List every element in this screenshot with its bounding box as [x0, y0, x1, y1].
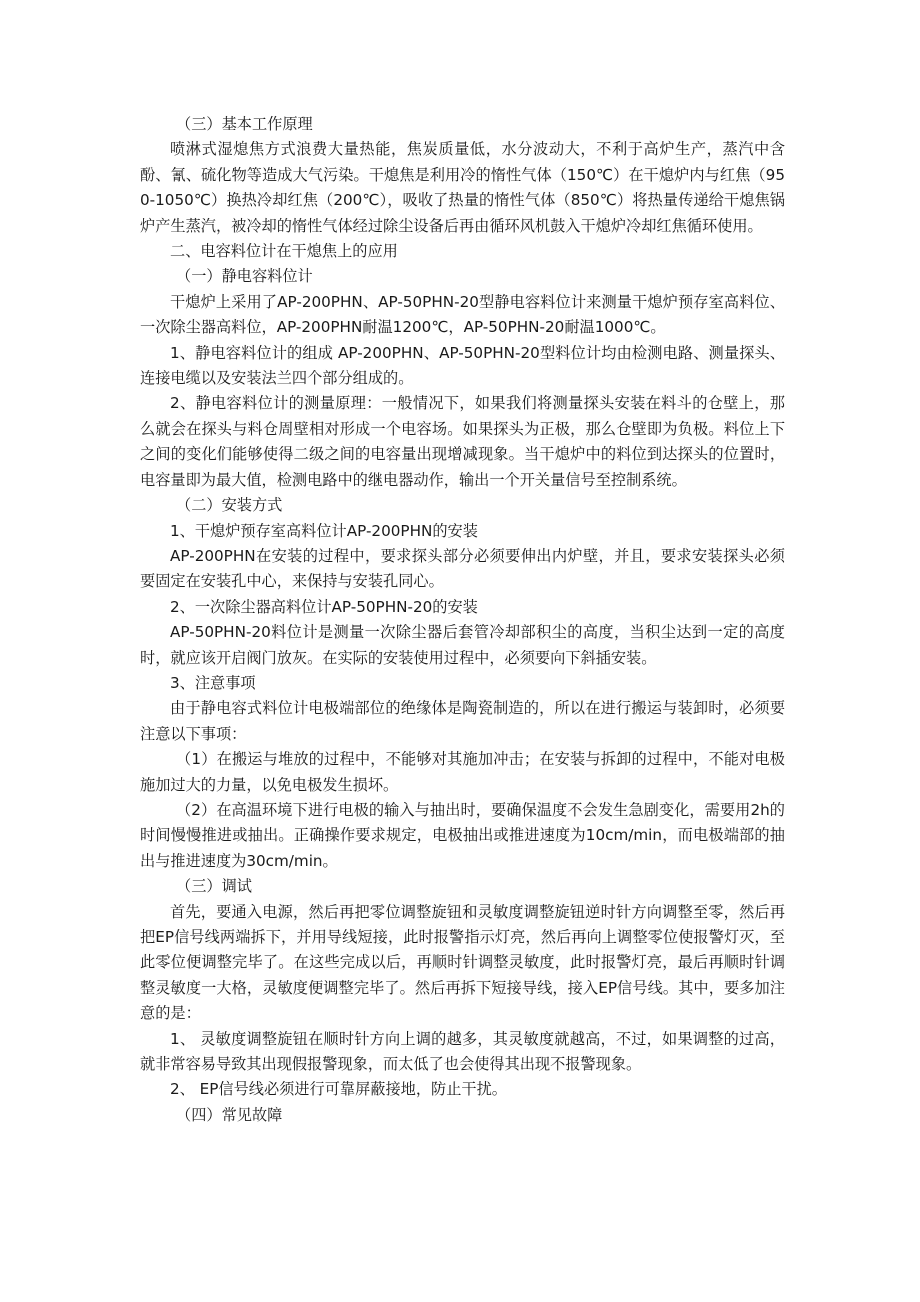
document-body: [140, 112, 785, 1128]
paragraph-meter-models: 干熄炉上采用了AP-200PHN、AP-50PHN-20型静电容料位计来测量干熄炉预存室高料位、一次除尘器高料位，AP-200PHN耐温1200℃，AP-50PHN-20耐温1000℃。: [140, 292, 785, 337]
paragraph-principle: 喷淋式湿熄焦方式浪费大量热能，焦炭质量低，水分波动大，不利于高炉生产，蒸汽中含酚、氰、硫化物等造成大气污染。干熄焦是利用冷的惰性气体（150℃）在干熄炉内与红焦（950-1050℃）换热冷却红焦（200℃），吸收了热量的惰性气体（850℃）将热量传递给干熄焦锅炉产生蒸汽，被冷却的惰性气体经过除尘设备后再由循环风机鼓入干熄炉冷却红焦循环使用。: [140, 140, 785, 235]
list-item-debug-note-1: 1、 灵敏度调整旋钮在顺时针方向上调的越多，其灵敏度就越高，不过，如果调整的过高，就非常容易导致其出现假报警现象，而太低了也会使得其出现不报警现象。: [140, 1029, 785, 1074]
section-heading-installation: （二）安装方式: [176, 496, 283, 515]
list-item-debug-note-2: 2、 EP信号线必须进行可靠屏蔽接地，防止干扰。: [170, 1080, 507, 1099]
subheading-install-ap50: 2、一次除尘器高料位计AP-50PHN-20的安装: [170, 597, 478, 616]
chapter-heading-application: 二、电容料位计在干熄焦上的应用: [170, 242, 398, 261]
subheading-precautions: 3、注意事项: [170, 673, 256, 692]
section-heading-debugging: （三）调试: [176, 877, 252, 896]
paragraph-debugging: 首先，要通入电源，然后再把零位调整旋钮和灵敏度调整旋钮逆时针方向调整至零，然后再把EP信号线两端拆下，并用导线短接，此时报警指示灯亮，然后再向上调整零位使报警灯灭，至此零位便调整完毕了。在这些完成以后，再顺时针调整灵敏度，此时报警灯亮，最后再顺时针调整灵敏度一大格，灵敏度便调整完毕了。然后再拆下短接导线，接入EP信号线。其中，要多加注意的是：: [140, 902, 785, 1023]
list-item-precaution-2: （2）在高温环境下进行电极的输入与抽出时，要确保温度不会发生急剧变化，需要用2h的时间慢慢推进或抽出。正确操作要求规定，电极抽出或推进速度为10cm/min，而电极端部的抽出与推进速度为30cm/min。: [140, 800, 785, 870]
paragraph-meter-composition: 1、静电容料位计的组成 AP-200PHN、AP-50PHN-20型料位计均由检测电路、测量探头、连接电缆以及安装法兰四个部分组成的。: [140, 343, 785, 388]
section-heading-principle: （三）基本工作原理: [176, 115, 313, 133]
section-heading-capacitance-meter: （一）静电容料位计: [176, 267, 313, 286]
paragraph-install-ap200: AP-200PHN在安装的过程中，要求探头部分必须要伸出内炉壁，并且，要求安装探头必须要固定在安装孔中心，来保持与安装孔同心。: [140, 546, 785, 591]
list-item-precaution-1: （1）在搬运与堆放的过程中，不能够对其施加冲击；在安装与拆卸的过程中，不能对电极施加过大的力量，以免电极发生损坏。: [140, 750, 785, 794]
paragraph-install-ap50: AP-50PHN-20料位计是测量一次除尘器后套管冷却部积尘的高度，当积尘达到一定的高度时，就应该开启阀门放灰。在实际的安装使用过程中，必须要向下斜插安装。: [140, 623, 785, 667]
paragraph-measurement-principle: 2、静电容料位计的测量原理：一般情况下，如果我们将测量探头安装在料斗的仓壁上，那么就会在探头与料仓周壁相对形成一个电容场。如果探头为正极，那么仓壁即为负极。料位上下之间的变化们能够使得二级之间的电容量出现增减现象。当干熄炉中的料位到达探头的位置时，电容量即为最大值，检测电路中的继电器动作，输出一个开关量信号至控制系统。: [140, 394, 785, 489]
section-heading-common-faults: （四）常见故障: [176, 1105, 283, 1124]
subheading-install-ap200: 1、干熄炉预存室高料位计AP-200PHN的安装: [170, 521, 478, 540]
paragraph-precautions-intro: 由于静电容式料位计电极端部位的绝缘体是陶瓷制造的，所以在进行搬运与装卸时，必须要注意以下事项：: [140, 699, 785, 743]
